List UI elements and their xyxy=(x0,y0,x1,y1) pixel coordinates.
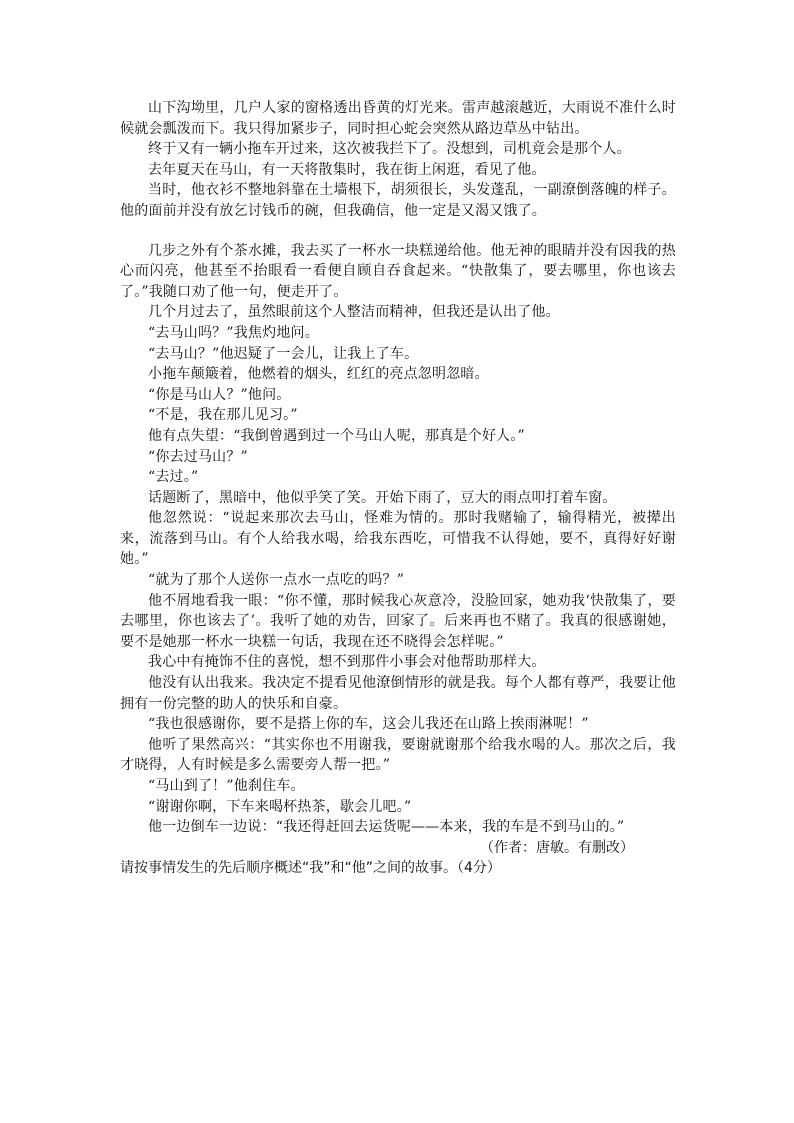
paragraph-12: 他有点失望：“我倒曾遇到过一个马山人呢，那真是个好人。” xyxy=(148,427,525,444)
paragraph-20: 他没有认出我来。我决定不提看见他潦倒情形的就是我。每个人都有尊严，我要让他拥有一份完整的助人的快乐和自豪。 xyxy=(120,675,676,712)
paragraph-4: 当时，他衣衫不整地斜靠在土墙根下，胡须很长，头发蓬乱，一副潦倒落魄的样子。他的面前并没有放乞讨钱币的碗，但我确信，他一定是又渴又饿了。 xyxy=(120,182,676,219)
document-page xyxy=(120,98,676,879)
paragraph-16: 他忽然说：“说起来那次去马山，怪难为情的。那时我赌输了，输得精光，被撵出来，流落到马山。有个人给我水喝，给我东西吃，可惜我不认得她，要不，真得好好谢她。” xyxy=(120,510,676,568)
paragraph-22: 他听了果然高兴：“其实你也不用谢我，要谢就谢那个给我水喝的人。那次之后，我才晓得，人有时候是多么需要旁人帮一把。” xyxy=(120,736,676,774)
paragraph-24: “谢谢你啊，下车来喝杯热茶，歇会儿吧。” xyxy=(148,798,412,815)
paragraph-19: 我心中有掩饰不住的喜悦，想不到那件小事会对他帮助那样大。 xyxy=(148,654,546,671)
paragraph-11: “不是，我在那儿见习。” xyxy=(148,407,298,424)
paragraph-15: 话题断了，黑暗中，他似乎笑了笑。开始下雨了，豆大的雨点叩打着车窗。 xyxy=(148,489,617,506)
paragraph-13: “你去过马山？” xyxy=(148,448,248,465)
paragraph-23: “马山到了！”他刹住车。 xyxy=(148,778,305,794)
paragraph-6: 几个月过去了，虽然眼前这个人整洁而精神，但我还是认出了他。 xyxy=(148,304,560,321)
paragraph-5: 几步之外有个茶水摊，我去买了一杯水一块糕递给他。他无神的眼睛并没有因我的热心而闪亮，他甚至不抬眼看一看便自顾自吞食起来。“快散集了，要去哪里，你也该去了。”我随口劝了他一句，便走开了。 xyxy=(120,242,676,300)
paragraph-25: 他一边倒车一边说：“我还得赶回去运货呢——本来，我的车是不到马山的。” xyxy=(148,819,625,836)
paragraph-14: “去过。” xyxy=(148,469,199,486)
paragraph-21: “我也很感谢你，要不是搭上你的车，这会儿我还在山路上挨雨淋呢！” xyxy=(148,716,589,733)
paragraph-3: 去年夏天在马山，有一天将散集时，我在街上闲逛，看见了他。 xyxy=(148,161,546,178)
author-line: （作者：唐敏。有删改） xyxy=(480,839,634,856)
paragraph-2: 终于又有一辆小拖车开过来，这次被我拦下了。没想到，司机竟会是那个人。 xyxy=(148,141,631,158)
paragraph-18: 他不屑地看我一眼：“你不懂，那时候我心灰意冷，没脸回家，她劝我‘快散集了，要去哪里，你也该去了’。我听了她的劝告，回家了。后来再也不赌了。我真的很感谢她，要不是她那一杯水一块糕一句话，我现在还不晓得会怎样呢。” xyxy=(120,592,676,650)
paragraph-9: 小拖车颠簸着，他燃着的烟头，红红的亮点忽明忽暗。 xyxy=(148,366,489,383)
paragraph-10: “你是马山人？”他问。 xyxy=(148,386,291,403)
paragraph-8: “去马山？”他迟疑了一会儿，让我上了车。 xyxy=(148,345,419,362)
paragraph-17: “就为了那个人送你一点水一点吃的吗？” xyxy=(148,572,405,589)
paragraph-1: 山下沟坳里，几户人家的窗格透出昏黄的灯光来。雷声越滚越近，大雨说不准什么时候就会瓢泼而下。我只得加紧步子，同时担心蛇会突然从路边草丛中钻出。 xyxy=(120,100,676,137)
question-text: 请按事情发生的先后顺序概述“我”和“他”之间的故事。（4分） xyxy=(120,860,501,877)
paragraph-7: “去马山吗？”我焦灼地问。 xyxy=(148,324,319,341)
